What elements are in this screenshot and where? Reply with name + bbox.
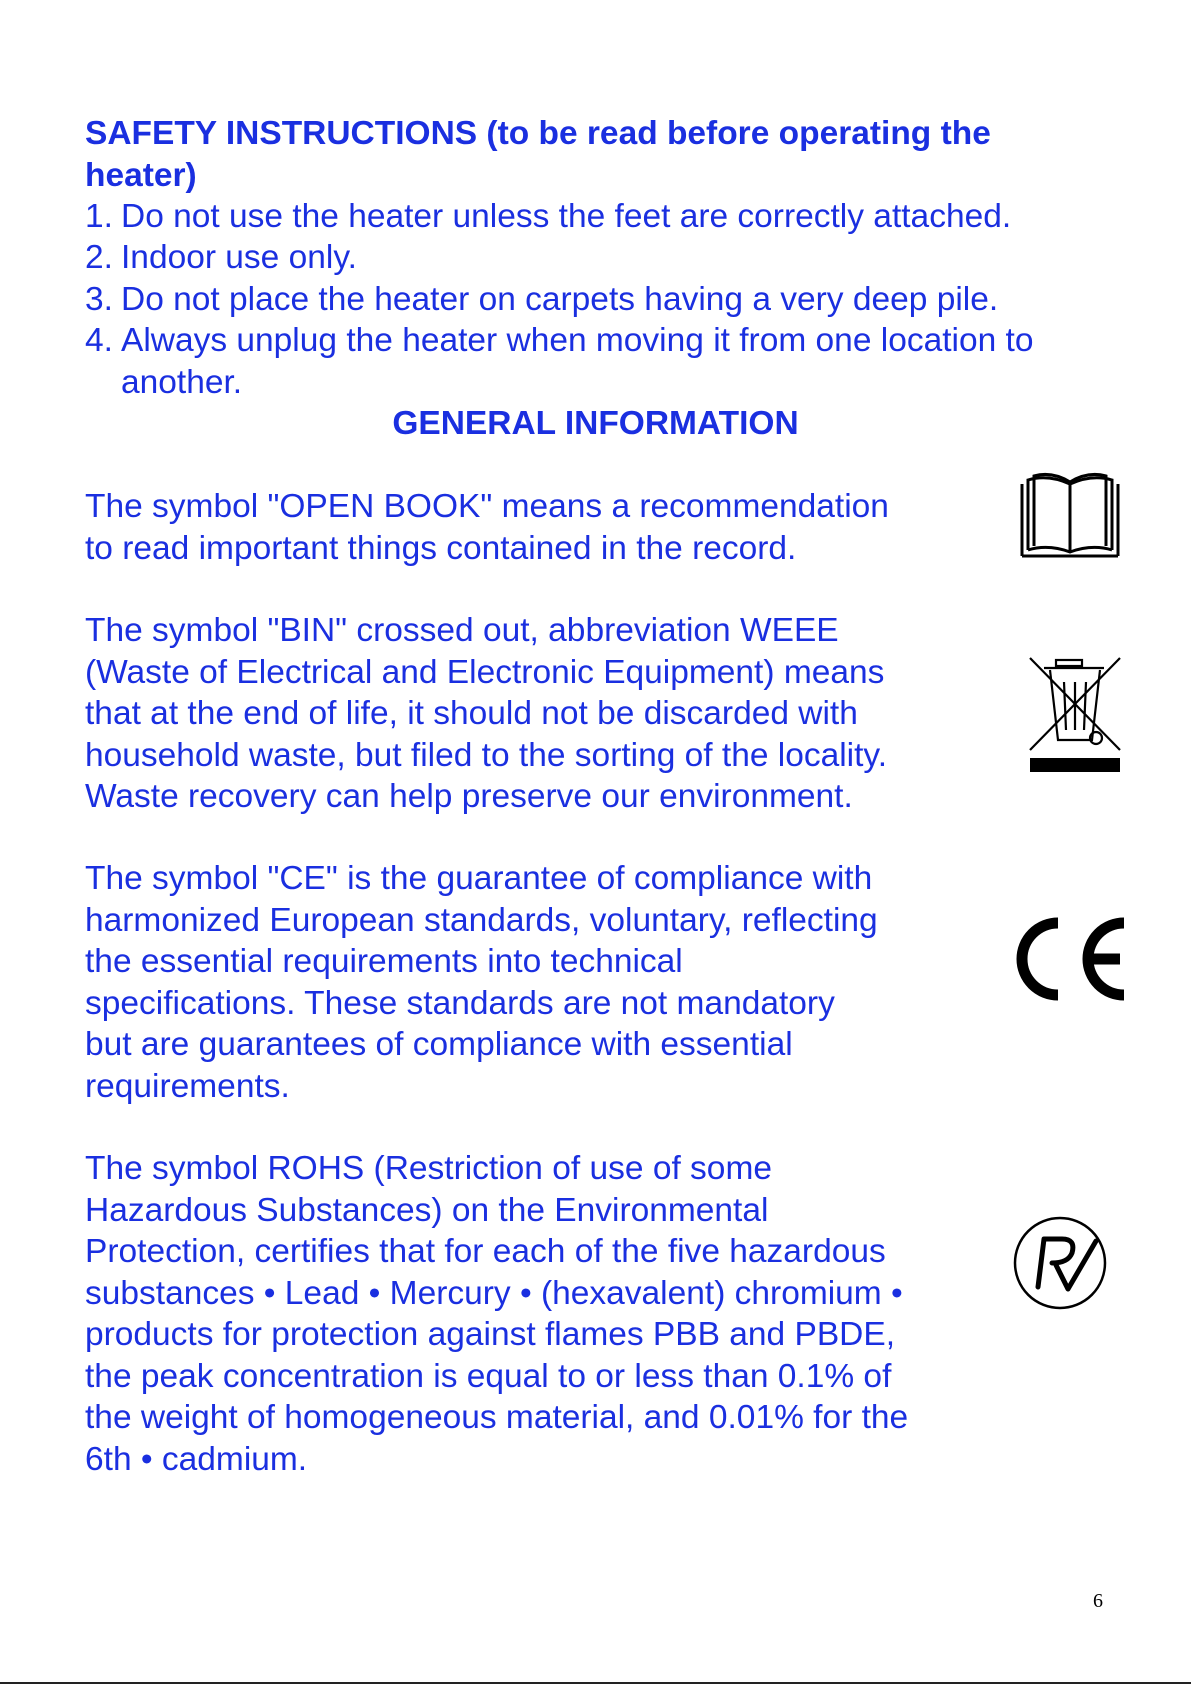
paragraph-line: the essential requirements into technical [85, 943, 683, 980]
general-info-heading: GENERAL INFORMATION [392, 405, 799, 442]
safety-title-line-2: heater) [85, 157, 197, 194]
paragraph-line: specifications. These standards are not mandatory [85, 984, 835, 1022]
paragraph-line: Hazardous Substances) on the Environmental [85, 1191, 769, 1229]
paragraph-line: Protection, certifies that for each of the five hazardous [85, 1233, 886, 1270]
paragraph-line: but are guarantees of compliance with essential [85, 1026, 793, 1063]
crossed-bin-weee-icon [1026, 654, 1124, 774]
paragraph-line: harmonized European standards, voluntary, reflecting [85, 901, 878, 939]
list-number: 3. [85, 281, 113, 318]
paragraph-line: Waste recovery can help preserve our environment. [85, 778, 853, 815]
weee-paragraph [85, 610, 887, 818]
list-number: 1. [85, 198, 113, 235]
list-text-continued: another. [121, 363, 243, 401]
list-text: Do not use the heater unless the feet are correctly attached. [121, 198, 1012, 235]
safety-title-line-1: SAFETY INSTRUCTIONS (to be read before operating the [85, 115, 991, 152]
paragraph-line: The symbol "OPEN BOOK" means a recommendation [85, 488, 889, 525]
paragraph-line: the peak concentration is equal to or less than 0.1% of [85, 1357, 892, 1395]
paragraph-line: The symbol "CE" is the guarantee of compliance with [85, 860, 873, 897]
paragraph-line: (Waste of Electrical and Electronic Equipment) means [85, 653, 885, 691]
open-book-icon [1020, 472, 1120, 558]
list-number: 4. [85, 322, 113, 359]
paragraph-line: requirements. [85, 1067, 290, 1105]
ce-paragraph [85, 858, 878, 1107]
list-text: Indoor use only. [121, 239, 357, 276]
paragraph-line: the weight of homogeneous material, and 0.01% for the [85, 1399, 909, 1436]
paragraph-line: 6th • cadmium. [85, 1440, 308, 1478]
list-number: 2. [85, 239, 113, 276]
ce-mark-icon [1012, 916, 1130, 1002]
list-text: Do not place the heater on carpets having a very deep pile. [121, 281, 999, 318]
rohs-paragraph [85, 1148, 908, 1480]
list-text: Always unplug the heater when moving it from one location to [121, 322, 1034, 359]
open-book-paragraph [85, 486, 889, 569]
page-bottom-rule [0, 1682, 1191, 1684]
paragraph-line: substances • Lead • Mercury • (hexavalent) chromium • [85, 1274, 903, 1312]
paragraph-line: products for protection against flames PBB and PBDE, [85, 1316, 896, 1353]
paragraph-line: that at the end of life, it should not be discarded with [85, 695, 858, 732]
paragraph-line: to read important things contained in the record. [85, 529, 797, 567]
paragraph-line: household waste, but filed to the sorting of the locality. [85, 736, 888, 774]
paragraph-line: The symbol "BIN" crossed out, abbreviation WEEE [85, 612, 839, 649]
rohs-mark-icon [1012, 1215, 1108, 1311]
page-number: 6 [1093, 1590, 1103, 1612]
paragraph-line: The symbol ROHS (Restriction of use of some [85, 1150, 772, 1187]
